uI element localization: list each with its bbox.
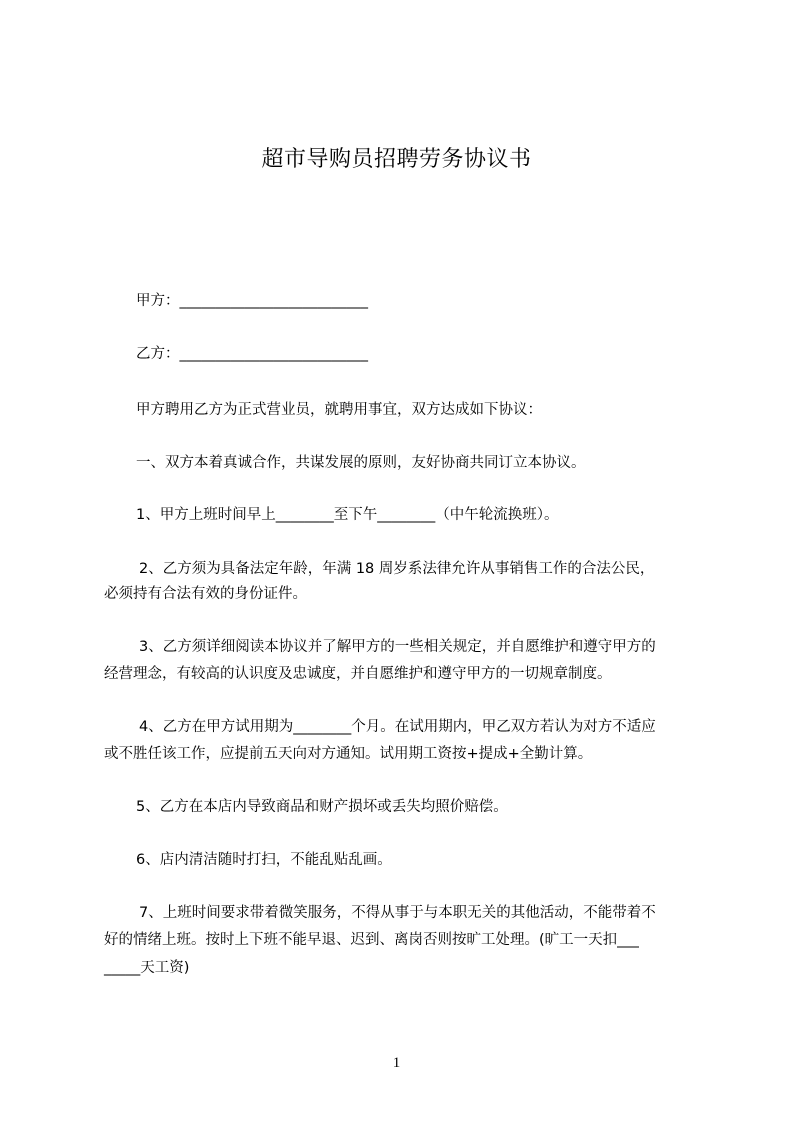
section-1-heading: 一、双方本着真诚合作，共谋发展的原则，友好协商共同订立本协议。 [136,455,586,471]
clause-3-line-1: 3、乙方须详细阅读本协议并了解甲方的一些相关规定，并自愿维护和遵守甲方的 [139,639,656,655]
clause-2-line-2: 必须持有合法有效的身份证件。 [104,586,307,602]
clause-7-line-1: 7、上班时间要求带着微笑服务，不得从事于与本职无关的其他活动，不能带着不 [139,905,656,921]
clause-7-line-2: 好的情绪上班。按时上下班不能早退、迟到、离岗否则按旷工处理。(旷工一天扣___ [104,932,639,948]
intro-paragraph: 甲方聘用乙方为正式营业员，就聘用事宜，双方达成如下协议： [136,402,542,418]
party-b-line: 乙方：__________________________ [136,346,368,362]
clause-2-line-1: 2、乙方须为具备法定年龄，年满 18 周岁系法律允许从事销售工作的合法公民， [139,561,655,577]
clause-4-line-2: 或不胜任该工作，应提前五天向对方通知。试用期工资按+提成+全勤计算。 [104,746,593,762]
clause-4-line-1: 4、乙方在甲方试用期为________个月。在试用期内，甲乙双方若认为对方不适应 [139,719,656,735]
clause-6: 6、店内清洁随时打扫，不能乱贴乱画。 [136,852,392,868]
clause-3-line-2: 经营理念，有较高的认识度及忠诚度，并自愿维护和遵守甲方的一切规章制度。 [104,666,612,682]
clause-1: 1、甲方上班时间早上________至下午________（中午轮流换班）。 [136,507,559,523]
clause-7-line-3: _____天工资) [104,960,190,976]
clause-5: 5、乙方在本店内导致商品和财产损坏或丢失均照价赔偿。 [136,799,508,815]
party-a-line: 甲方：__________________________ [136,293,368,309]
page-number: 1 [392,1055,401,1071]
document-title: 超市导购员招聘劳务协议书 [261,147,532,172]
